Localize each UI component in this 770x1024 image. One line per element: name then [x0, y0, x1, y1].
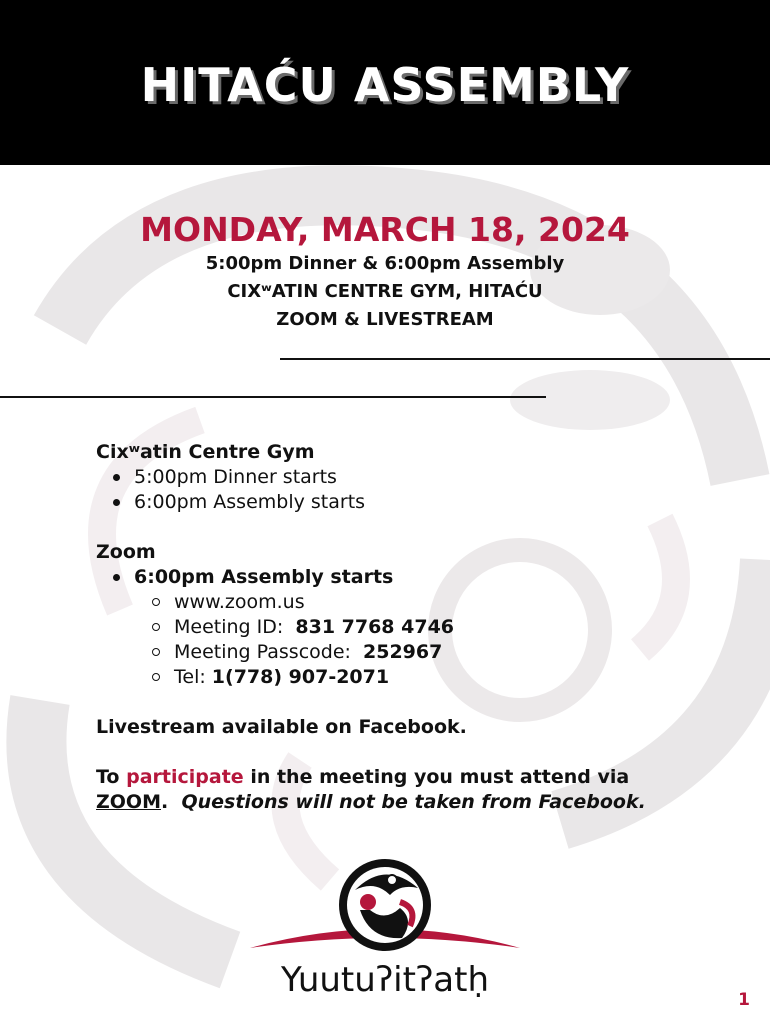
event-location: CIXʷATIN CENTRE GYM, HITAĆU — [227, 281, 543, 302]
divider-top — [280, 358, 770, 360]
notice-dot: . — [161, 791, 169, 813]
list-item: 6:00pm Assembly starts — [96, 490, 716, 515]
event-format: ZOOM & LIVESTREAM — [276, 309, 494, 330]
event-time: 5:00pm Dinner & 6:00pm Assembly — [205, 253, 565, 274]
gym-heading: Cixʷatin Centre Gym — [96, 441, 315, 463]
notice-highlight: participate — [126, 766, 244, 788]
zoom-list — [96, 565, 716, 590]
nation-logo-text: Yuutuʔitʔatḥ — [280, 960, 490, 1000]
gym-list — [96, 465, 716, 515]
list-item: 5:00pm Dinner starts — [96, 465, 716, 490]
passcode-item — [96, 640, 716, 665]
list-item: 6:00pm Assembly starts — [96, 565, 716, 590]
passcode-label: Meeting Passcode: — [174, 641, 351, 663]
tel-item — [96, 665, 716, 690]
event-date: MONDAY, MARCH 18, 2024 — [140, 210, 630, 249]
passcode-value: 252967 — [363, 641, 443, 663]
header-banner — [0, 0, 770, 165]
zoom-link[interactable]: ZOOM — [96, 791, 161, 813]
meeting-id-value: 831 7768 4746 — [295, 616, 455, 638]
divider-bottom — [0, 396, 546, 398]
meeting-id-label: Meeting ID: — [174, 616, 284, 638]
page-number: 1 — [738, 990, 750, 1010]
zoom-details-list — [96, 590, 716, 690]
meeting-id-item — [96, 615, 716, 640]
zoom-heading: Zoom — [96, 541, 156, 563]
zoom-url-link[interactable]: www.zoom.us — [96, 590, 716, 615]
notice-text: To — [96, 766, 120, 788]
tel-value: 1(778) 907-2071 — [211, 666, 390, 688]
page-title: HITAĆU ASSEMBLY — [140, 58, 630, 112]
tel-label: Tel: — [174, 666, 206, 688]
details-section — [96, 440, 716, 815]
participation-notice — [96, 765, 716, 815]
livestream-note: Livestream available on Facebook. — [96, 716, 467, 738]
notice-italic: Questions will not be taken from Facebook. — [181, 791, 646, 813]
notice-text: in the meeting you must attend via — [250, 766, 630, 788]
